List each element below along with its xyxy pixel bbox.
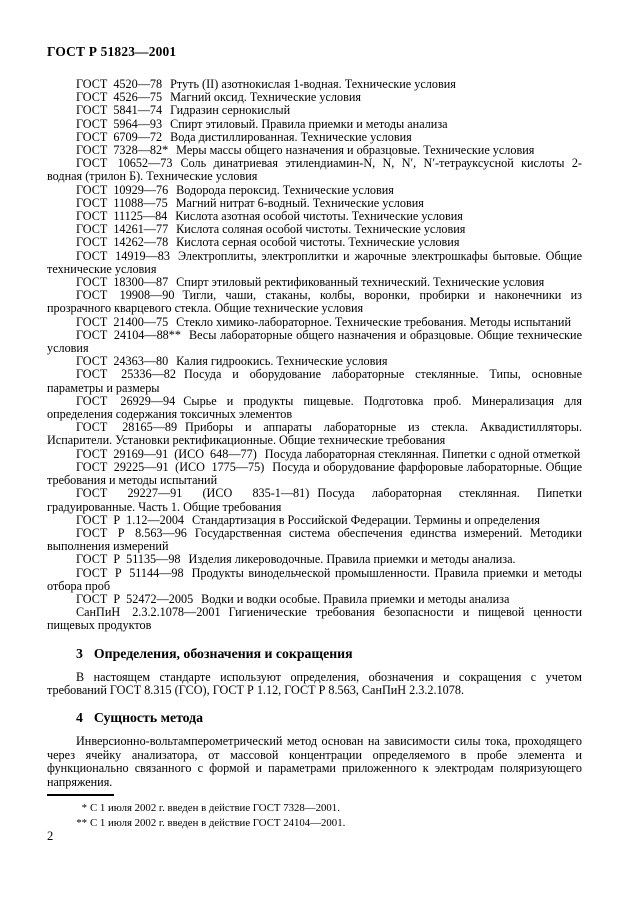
footnotes-block — [47, 794, 582, 831]
section-paragraph: В настоящем стандарте используют определения, обозначения и сокращения с учетом требований ГОСТ 8.315 (ГСО), ГОСТ Р 1.12, ГОСТ Р 8.563, СанПиН 2.3.2.1078. — [47, 669, 582, 697]
reference-title: Ртуть (II) азотнокислая 1-водная. Технические условия — [170, 77, 456, 91]
reference-title: Посуда и оборудование лабораторные стеклянные. Типы, основные параметры и размеры — [47, 367, 582, 395]
footnote-marker: ** — [76, 816, 87, 829]
reference-title: Кислота серная особой чистоты. Технические условия — [176, 235, 460, 250]
reference-title: Вода дистиллированная. Технические условия — [170, 129, 412, 144]
reference-designation: ГОСТ 26929—94 — [76, 393, 176, 408]
reference-designation: ГОСТ Р 52472—2005 — [76, 591, 194, 606]
reference-title: Водорода пероксид. Технические условия — [176, 182, 394, 197]
reference-designation: ГОСТ 29227—91 (ИСО 835-1—81) — [76, 486, 310, 501]
reference-item — [47, 487, 582, 513]
footnote-text: С 1 июля 2002 г. введен в действие ГОСТ 24104—2001. — [90, 816, 346, 829]
reference-designation: ГОСТ 25336—82 — [76, 367, 176, 382]
reference-item — [47, 567, 582, 593]
reference-item — [47, 421, 582, 447]
section-number: 4 — [76, 710, 83, 726]
section-paragraph: Инверсионно-вольтамперометрический метод основан на зависимости силы тока, проходящего через ячейку анализатора, от массовой концентрации определяемого в пробе элемента и функционально связанного с формой и параметрами приложенного к электродам поляризующего напряжения. — [47, 734, 582, 789]
reference-designation: ГОСТ Р 1.12—2004 — [76, 512, 185, 527]
reference-title: Магний оксид. Технические условия — [170, 90, 361, 105]
reference-title: Тигли, чаши, стаканы, колбы, воронки, пробирки и наконечники из прозрачного кварцевого стекла. Общие технические условия — [47, 288, 582, 316]
reference-designation: ГОСТ 19908—90 — [76, 288, 175, 303]
reference-title: Электроплиты, электроплитки и жарочные электрошкафы бытовые. Общие технические условия — [47, 248, 582, 276]
reference-designation: ГОСТ 14262—78 — [76, 235, 169, 250]
reference-designation: СанПиН 2.3.2.1078—2001 — [76, 605, 221, 620]
reference-title: Магний нитрат 6-водный. Технические условия — [175, 195, 424, 210]
reference-title: Спирт этиловый. Правила приемки и методы анализа — [170, 116, 448, 131]
reference-title: Меры массы общего назначения и образцовые. Технические условия — [176, 143, 535, 158]
reference-title: Стандартизация в Российской Федерации. Термины и определения — [192, 512, 540, 527]
reference-designation: ГОСТ 14261—77 — [76, 222, 169, 237]
reference-designation: ГОСТ 28165—89 — [76, 420, 178, 435]
reference-item — [47, 527, 582, 553]
section-title: Сущность метода — [93, 710, 204, 726]
reference-designation: ГОСТ 21400—75 — [76, 314, 169, 329]
reference-title: Продукты винодельческой промышленности. Правила приемки и методы отбора проб — [47, 565, 582, 593]
reference-item — [47, 157, 582, 183]
reference-title: Посуда лабораторная стеклянная. Пипетки градуированные. Часть 1. Общие требования — [47, 486, 582, 514]
footnote-separator — [47, 794, 114, 796]
document-header: ГОСТ Р 51823—2001 — [47, 44, 177, 59]
reference-designation: ГОСТ 6709—72 — [76, 129, 163, 144]
reference-title: Соль динатриевая этилендиамин-N, N, N′, N′-тетрауксусной кислоты 2-водная (трилон Б). Технические условия — [47, 156, 582, 184]
reference-designation: ГОСТ Р 51144—98 — [76, 565, 184, 580]
reference-title: Сырье и продукты пищевые. Подготовка проб. Минерализация для определения содержания токсичных элементов — [47, 393, 582, 422]
section-title: Определения, обозначения и сокращения — [93, 645, 353, 661]
footnote-marker: * — [81, 801, 87, 814]
reference-designation: ГОСТ 7328—82* — [76, 143, 169, 158]
reference-designation: ГОСТ 10929—76 — [76, 182, 169, 197]
reference-title: Кислота азотная особой чистоты. Технические условия — [175, 209, 463, 224]
reference-title: Водки и водки особые. Правила приемки и методы анализа — [201, 591, 510, 606]
reference-designation: ГОСТ 24104—88** — [76, 327, 181, 342]
reference-item — [47, 329, 582, 355]
reference-title: Государственная система обеспечения единства измерений. Методики выполнения измерений — [47, 525, 582, 554]
page-number: 2 — [47, 829, 54, 843]
footnote — [47, 816, 582, 831]
reference-title: Кислота соляная особой чистоты. Технические условия — [176, 222, 466, 237]
reference-designation: ГОСТ Р 8.563—96 — [76, 525, 187, 540]
reference-title: Приборы и аппараты лабораторные из стекла. Аквадистилляторы. Испарители. Установки ректификационные. Общие технические требования — [47, 420, 582, 448]
reference-item — [47, 289, 582, 315]
reference-designation: ГОСТ 18300—87 — [76, 275, 169, 290]
reference-designation: ГОСТ 11125—84 — [76, 209, 168, 224]
reference-designation: ГОСТ 4520—78 — [76, 77, 163, 91]
reference-title: Посуда и оборудование фарфоровые лабораторные. Общие требования и методы испытаний — [47, 459, 582, 488]
section-heading-3 — [47, 645, 582, 662]
reference-title: Спирт этиловый ректификованный технический. Технические условия — [176, 275, 545, 290]
footnote — [47, 801, 582, 816]
reference-item — [47, 461, 582, 487]
reference-title: Гидразин сернокислый — [170, 103, 291, 118]
reference-title: Гигиенические требования безопасности и пищевой ценности пищевых продуктов — [47, 605, 583, 633]
reference-designation: ГОСТ 24363—80 — [76, 354, 169, 369]
reference-designation: ГОСТ 14919—83 — [76, 248, 170, 263]
reference-title: Весы лабораторные общего назначения и образцовые. Общие технические условия — [47, 327, 582, 356]
reference-designation: ГОСТ 10652—73 — [76, 156, 173, 171]
section-number: 3 — [76, 645, 83, 661]
reference-title: Изделия ликероводочные. Правила приемки и методы анализа. — [188, 552, 516, 567]
reference-title: Посуда лабораторная стеклянная. Пипетки с одной отметкой — [264, 446, 581, 461]
reference-designation: ГОСТ 4526—75 — [76, 90, 163, 105]
reference-designation: ГОСТ 5841—74 — [76, 103, 163, 118]
reference-title: Калия гидроокись. Технические условия — [176, 354, 388, 369]
reference-designation: ГОСТ 29169—91 (ИСО 648—77) — [76, 446, 257, 461]
reference-designation: ГОСТ 11088—75 — [76, 195, 168, 210]
reference-item — [47, 368, 582, 394]
reference-item — [47, 395, 582, 421]
reference-item — [47, 606, 582, 632]
section-heading-4 — [47, 709, 582, 726]
references-list — [47, 78, 582, 633]
reference-designation: ГОСТ 5964—93 — [76, 116, 163, 131]
reference-designation: ГОСТ Р 51135—98 — [76, 552, 181, 567]
reference-designation: ГОСТ 29225—91 (ИСО 1775—75) — [76, 459, 265, 474]
footnote-text: С 1 июля 2002 г. введен в действие ГОСТ 7328—2001. — [90, 801, 340, 814]
reference-item — [47, 250, 582, 276]
reference-title: Стекло химико-лабораторное. Технические требования. Методы испытаний — [176, 314, 571, 329]
